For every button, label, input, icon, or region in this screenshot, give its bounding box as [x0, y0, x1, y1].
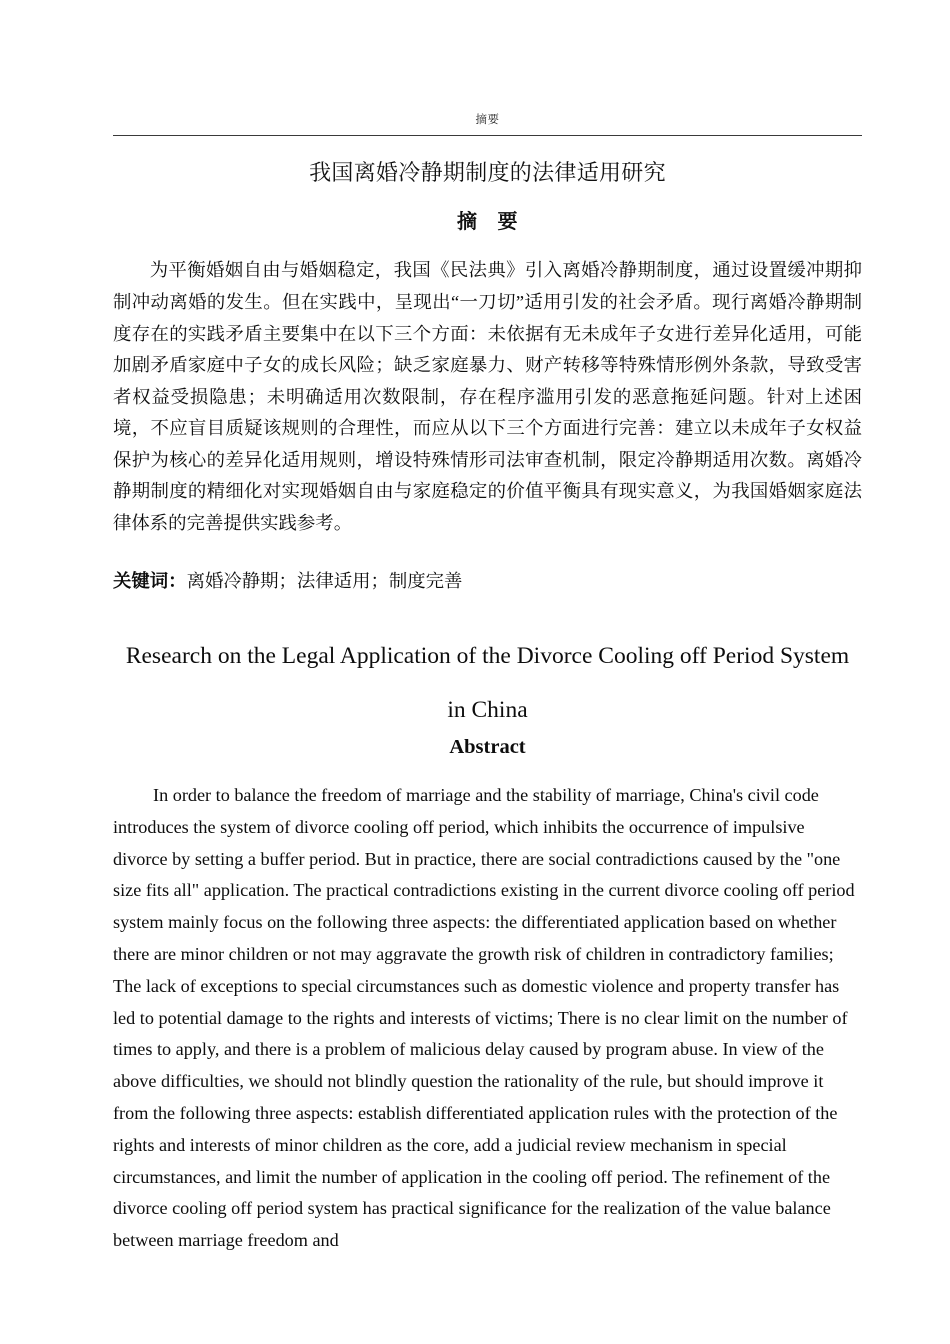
header-rule-divider	[113, 135, 862, 136]
page-header	[113, 112, 862, 136]
english-abstract-heading: Abstract	[449, 736, 526, 758]
chinese-abstract-heading-char2: 要	[497, 210, 518, 233]
english-abstract-paragraph: In order to balance the freedom of marriage and the stability of marriage, China's civil code introduces the system of divorce cooling off period, which inhibits the occurrence of impulsive divorce by setting a buffer period. But in practice, there are social contradictions caused by the "one size fits all" application. The practical contradictions existing in the current divorce cooling off period system mainly focus on the following three aspects: the differentiated application based on whether there are minor children or not may aggravate the growth risk of children in contradictory families; The lack of exceptions to special circumstances such as domestic violence and property transfer has led to potential damage to the rights and interests of victims; There is no clear limit on the number of times to apply, and there is a problem of malicious delay caused by program abuse. In view of the above difficulties, we should not blindly question the rationality of the rule, but should improve it from the following three aspects: establish differentiated application rules with the protection of the rights and interests of minor children as the core, add a judicial review mechanism in special circumstances, and limit the number of application in the cooling off period. The refinement of the divorce cooling off period system has practical significance for the realization of the value balance between marriage freedom and	[113, 785, 855, 1251]
chinese-abstract-paragraph: 为平衡婚姻自由与婚姻稳定，我国《民法典》引入离婚冷静期制度，通过设置缓冲期抑制冲动离婚的发生。但在实践中，呈现出“一刀切”适用引发的社会矛盾。现行离婚冷静期制度存在的实践矛盾主要集中在以下三个方面：未依据有无未成年子女进行差异化适用，可能加剧矛盾家庭中子女的成长风险；缺乏家庭暴力、财产转移等特殊情形例外条款，导致受害者权益受损隐患；未明确适用次数限制，存在程序滥用引发的恶意拖延问题。针对上述困境，不应盲目质疑该规则的合理性，而应从以下三个方面进行完善：建立以未成年子女权益保护为核心的差异化适用规则，增设特殊情形司法审查机制，限定冷静期适用次数。离婚冷静期制度的精细化对实现婚姻自由与家庭稳定的价值平衡具有现实意义，为我国婚姻家庭法律体系的完善提供实践参考。	[113, 260, 862, 534]
chinese-keywords-line	[113, 566, 862, 598]
chinese-keywords-value: 离婚冷静期；法律适用；制度完善	[186, 570, 463, 591]
document-content	[113, 152, 862, 1275]
english-title-line-1: Research on the Legal Application of the Divorce Cooling off Period System	[125, 643, 850, 670]
chinese-abstract-heading	[113, 205, 862, 239]
chinese-title: 我国离婚冷静期制度的法律适用研究	[309, 160, 666, 185]
chinese-abstract-heading-char1: 摘	[457, 210, 478, 233]
english-title-line-2: in China	[447, 697, 528, 723]
chinese-keywords-label: 关键词：	[113, 570, 187, 591]
running-head: 摘要	[475, 114, 500, 126]
